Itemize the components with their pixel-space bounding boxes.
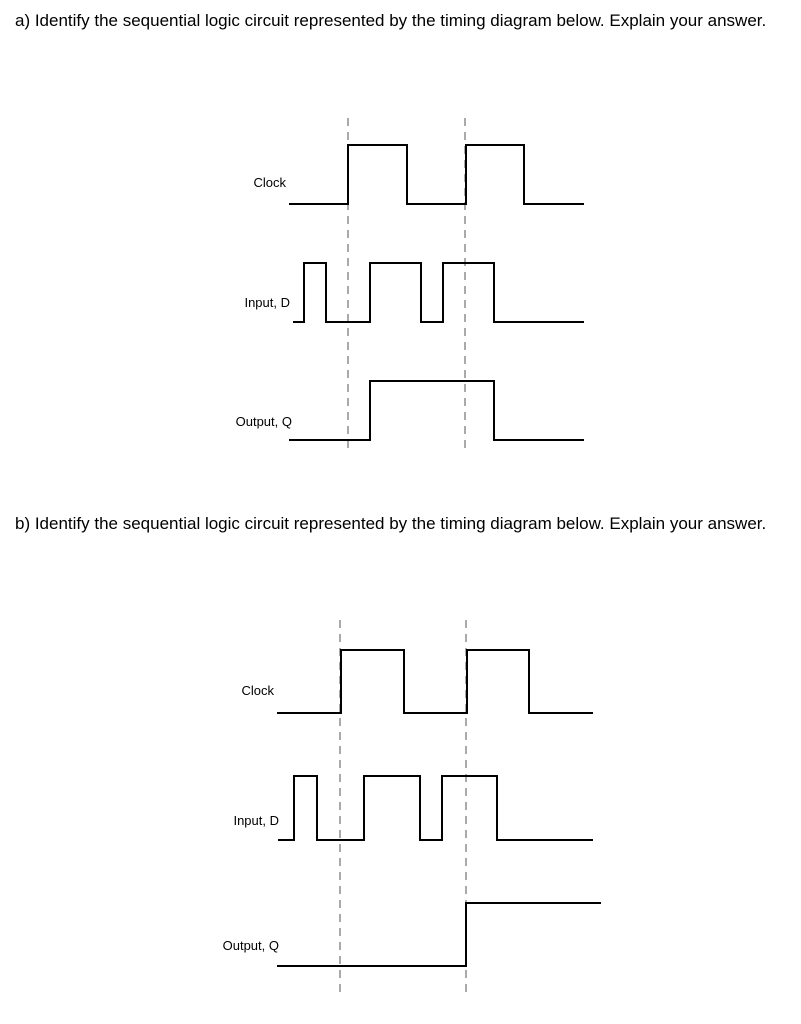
clock-label: Clock bbox=[253, 175, 286, 190]
output-q-waveform bbox=[277, 903, 601, 966]
input-d-label: Input, D bbox=[233, 813, 279, 828]
clock-label: Clock bbox=[241, 683, 274, 698]
output-q-label: Output, Q bbox=[222, 938, 279, 953]
output-q-label: Output, Q bbox=[235, 414, 292, 429]
input-d-label: Input, D bbox=[244, 295, 290, 310]
clock-waveform bbox=[277, 650, 593, 713]
question-b-text: b) Identify the sequential logic circuit represented by the timing diagram below. Explain your answer. bbox=[15, 514, 767, 533]
question-a-text: a) Identify the sequential logic circuit represented by the timing diagram below. Explain your answer. bbox=[15, 11, 767, 30]
input-d-waveform bbox=[278, 776, 593, 840]
